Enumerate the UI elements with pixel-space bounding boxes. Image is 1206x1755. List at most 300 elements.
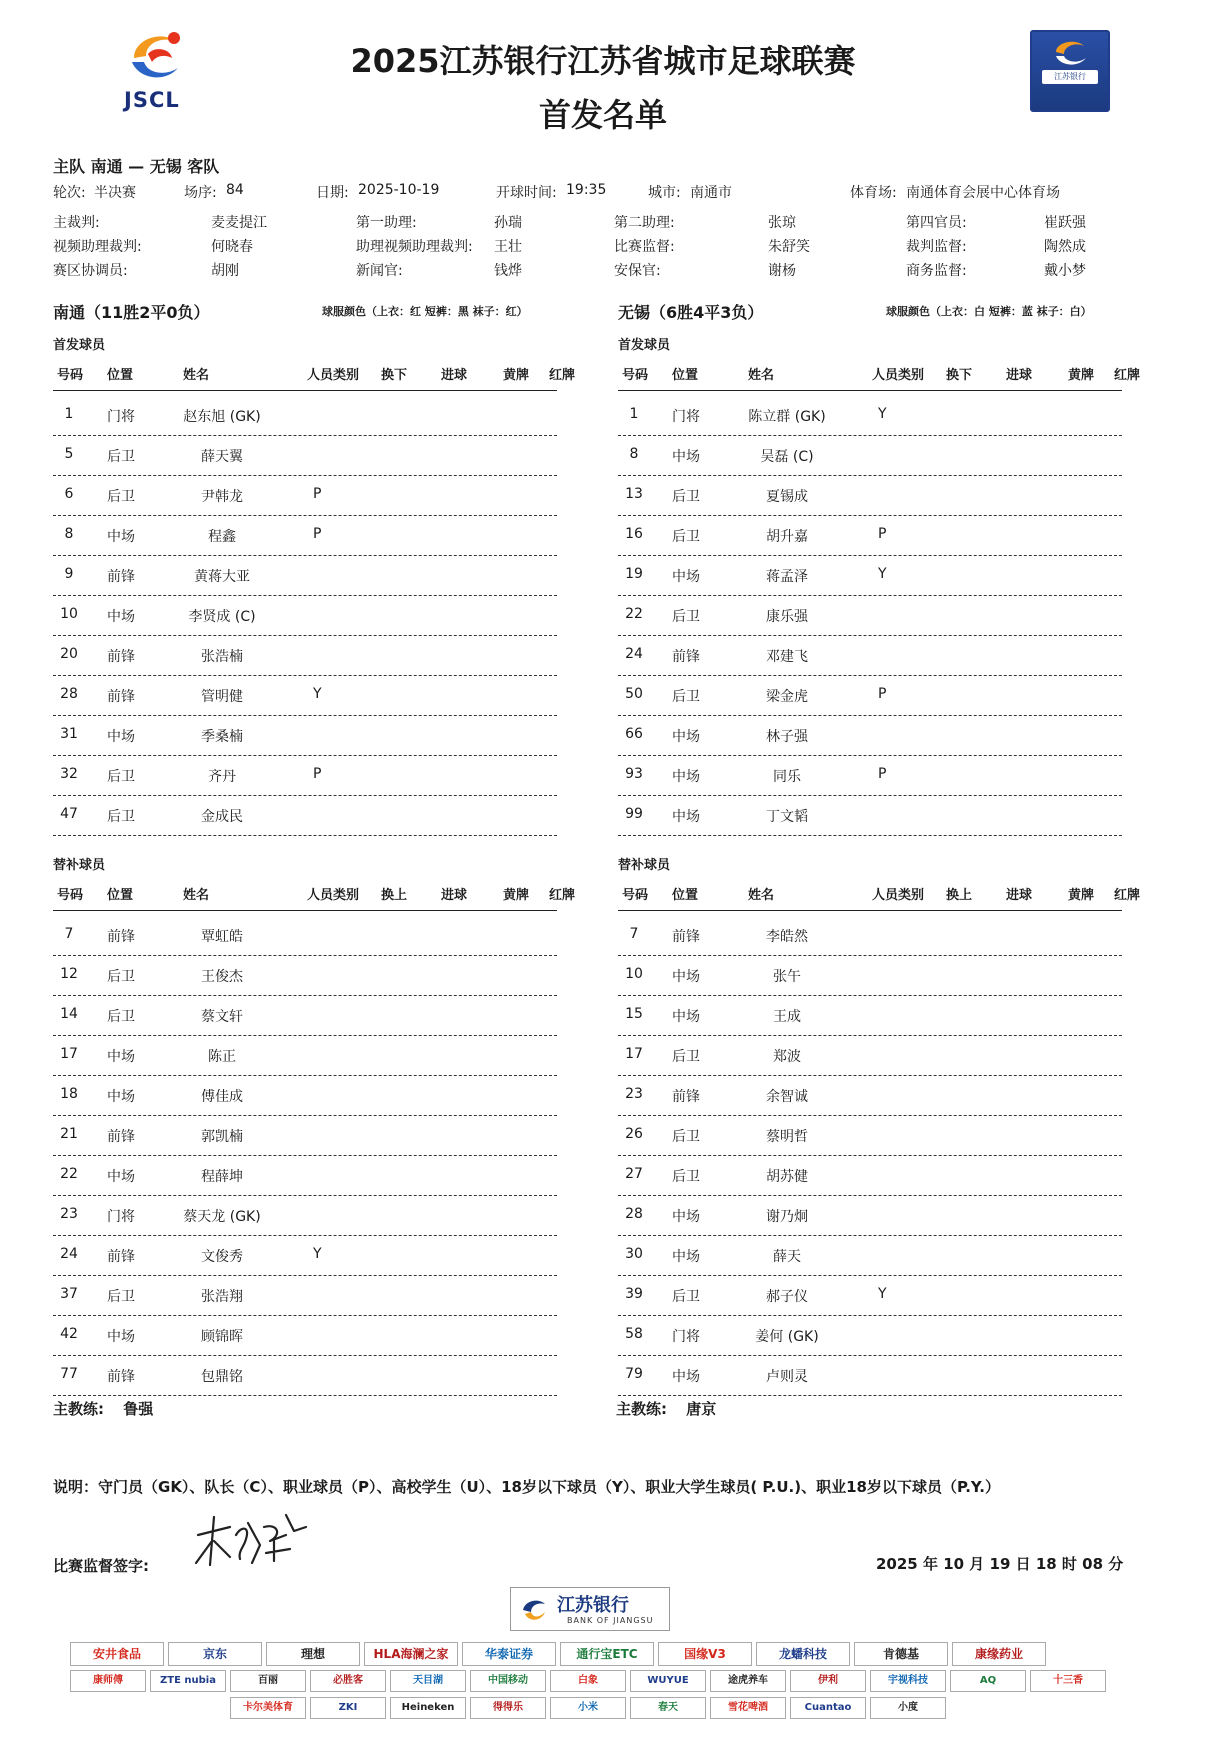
player-name: 姜何 (GK) — [755, 1329, 819, 1345]
player-row — [618, 1316, 1122, 1356]
sponsor-logo: 京东 — [168, 1642, 262, 1666]
player-position: 门将 — [672, 409, 700, 425]
player-name: 薛天翼 — [201, 449, 243, 465]
sponsor-logo: 天目湖 — [390, 1670, 466, 1692]
city-label: 城市: — [648, 185, 681, 201]
official-label: 商务监督: — [906, 263, 967, 279]
player-number: 22 — [60, 1166, 78, 1182]
player-row — [53, 636, 557, 676]
sponsor-logo: 伊利 — [790, 1670, 866, 1692]
player-row — [618, 1116, 1122, 1156]
column-header-label: 姓名 — [748, 888, 775, 903]
official-name: 麦麦提江 — [211, 215, 267, 231]
player-name: 蒋孟泽 — [766, 569, 808, 585]
player-row — [618, 636, 1122, 676]
bank-badge-text: 江苏银行 — [1042, 70, 1098, 84]
player-number: 28 — [60, 686, 78, 702]
city-value: 南通市 — [690, 185, 732, 201]
column-header-label: 黄牌 — [1068, 888, 1095, 903]
sponsor-logo: 龙蟠科技 — [756, 1642, 850, 1666]
away-subs-header-rule — [618, 910, 1122, 911]
player-name: 康乐强 — [766, 609, 808, 625]
player-number: 23 — [60, 1206, 78, 1222]
official-label: 赛区协调员: — [53, 263, 128, 279]
player-number: 21 — [60, 1126, 78, 1142]
player-position: 门将 — [107, 409, 135, 425]
official-name: 谢杨 — [768, 263, 796, 279]
away-starters-header-rule — [618, 390, 1122, 391]
player-row — [53, 996, 557, 1036]
player-number: 37 — [60, 1286, 78, 1302]
sponsor-logo: 小米 — [550, 1697, 626, 1719]
column-header-label: 姓名 — [748, 368, 775, 383]
player-number: 23 — [625, 1086, 643, 1102]
player-row — [53, 1076, 557, 1116]
player-name: 程鑫 — [208, 529, 236, 545]
player-number: 9 — [64, 566, 74, 582]
player-number: 32 — [60, 766, 78, 782]
player-row — [618, 556, 1122, 596]
official-label: 助理视频助理裁判: — [356, 239, 473, 255]
column-header-label: 号码 — [57, 368, 84, 383]
player-position: 后卫 — [672, 1049, 700, 1065]
player-position: 后卫 — [107, 449, 135, 465]
player-name: 林子强 — [766, 729, 808, 745]
player-position: 后卫 — [107, 769, 135, 785]
player-position: 前锋 — [107, 569, 135, 585]
official-name: 陶然成 — [1044, 239, 1086, 255]
column-header-label: 进球 — [441, 368, 468, 383]
sponsor-logo: 春天 — [630, 1697, 706, 1719]
player-name: 梁金虎 — [766, 689, 808, 705]
player-name: 季桑楠 — [201, 729, 243, 745]
player-row — [618, 796, 1122, 836]
player-row — [53, 596, 557, 636]
player-position: 中场 — [672, 1369, 700, 1385]
header — [0, 0, 1206, 140]
player-name: 蔡天龙 (GK) — [183, 1209, 261, 1225]
player-number: 17 — [625, 1046, 643, 1062]
player-name: 傅佳成 — [201, 1089, 243, 1105]
player-number: 8 — [629, 446, 639, 462]
player-category: P — [313, 526, 322, 542]
column-header-label: 换下 — [381, 368, 408, 383]
away-starters-column-header — [618, 364, 1141, 384]
player-row — [618, 716, 1122, 756]
player-row — [618, 596, 1122, 636]
column-header-label: 人员类别 — [307, 888, 360, 903]
player-name: 胡升嘉 — [766, 529, 808, 545]
column-header-label: 姓名 — [183, 888, 210, 903]
sponsor-logo: 安井食品 — [70, 1642, 164, 1666]
sponsor-logo: HLA海澜之家 — [364, 1642, 458, 1666]
sponsor-logo: 小度 — [870, 1697, 946, 1719]
sponsor-logo: AQ — [950, 1670, 1026, 1692]
away-coach — [616, 1398, 716, 1419]
player-row — [618, 996, 1122, 1036]
player-position: 后卫 — [672, 1129, 700, 1145]
player-number: 26 — [625, 1126, 643, 1142]
official-label: 第二助理: — [614, 215, 675, 231]
player-position: 前锋 — [107, 1369, 135, 1385]
player-number: 99 — [625, 806, 643, 822]
player-position: 后卫 — [672, 609, 700, 625]
player-position: 后卫 — [672, 689, 700, 705]
teams-line: 主队 南通 — 无锡 客队 — [53, 157, 220, 176]
player-name: 尹韩龙 — [201, 489, 243, 505]
column-header-label: 换上 — [381, 888, 408, 903]
player-position: 中场 — [107, 1169, 135, 1185]
official-name: 钱烨 — [494, 263, 522, 279]
player-row — [618, 1076, 1122, 1116]
player-position: 后卫 — [672, 529, 700, 545]
player-number: 1 — [629, 406, 639, 422]
player-number: 24 — [60, 1246, 78, 1262]
official-label: 裁判监督: — [906, 239, 967, 255]
player-number: 20 — [60, 646, 78, 662]
player-row — [618, 756, 1122, 796]
player-row — [618, 396, 1122, 436]
player-number: 12 — [60, 966, 78, 982]
sponsor-logo: 国缘V3 — [658, 1642, 752, 1666]
player-number: 47 — [60, 806, 78, 822]
player-number: 17 — [60, 1046, 78, 1062]
player-position: 后卫 — [672, 1169, 700, 1185]
player-position: 中场 — [672, 1009, 700, 1025]
column-header-label: 号码 — [622, 368, 649, 383]
sponsor-logo: 雪花啤酒 — [710, 1697, 786, 1719]
player-number: 8 — [64, 526, 74, 542]
player-row — [53, 396, 557, 436]
sponsor-logo: ZTE nubia — [150, 1670, 226, 1692]
player-number: 77 — [60, 1366, 78, 1382]
player-position: 前锋 — [107, 1249, 135, 1265]
player-category: Y — [313, 1246, 322, 1262]
player-number: 18 — [60, 1086, 78, 1102]
player-name: 郭凯楠 — [201, 1129, 243, 1145]
player-position: 中场 — [672, 569, 700, 585]
column-header-label: 红牌 — [549, 368, 576, 383]
player-position: 前锋 — [107, 649, 135, 665]
signature-label: 比赛监督签字: — [53, 1557, 149, 1575]
home-starters-header-rule — [53, 390, 557, 391]
sponsor-logo: 康师傅 — [70, 1670, 146, 1692]
league-mini-icon — [1052, 38, 1092, 68]
player-number: 39 — [625, 1286, 643, 1302]
player-position: 前锋 — [107, 689, 135, 705]
home-subs-column-header — [53, 884, 576, 904]
player-category: P — [878, 766, 887, 782]
jscl-logo-text: JSCL — [124, 88, 180, 112]
player-number: 42 — [60, 1326, 78, 1342]
player-number: 10 — [60, 606, 78, 622]
player-position: 中场 — [672, 969, 700, 985]
sponsor-logo: Heineken — [390, 1697, 466, 1719]
player-category: Y — [878, 566, 887, 582]
column-header-label: 换上 — [946, 888, 973, 903]
away-team-header: 无锡（6胜4平3负） — [618, 303, 764, 322]
player-name: 同乐 — [773, 769, 801, 785]
player-row — [53, 1116, 557, 1156]
player-number: 31 — [60, 726, 78, 742]
player-row — [53, 1276, 557, 1316]
player-name: 张浩楠 — [201, 649, 243, 665]
player-name: 赵东旭 (GK) — [183, 409, 261, 425]
home-starters-title: 首发球员 — [53, 338, 106, 353]
column-header-label: 姓名 — [183, 368, 210, 383]
column-header-label: 黄牌 — [503, 888, 530, 903]
player-row — [53, 796, 557, 836]
player-name: 谢乃炯 — [766, 1209, 808, 1225]
player-position: 前锋 — [672, 929, 700, 945]
player-name: 邓建飞 — [766, 649, 808, 665]
player-number: 24 — [625, 646, 643, 662]
official-name: 孙瑞 — [494, 215, 522, 231]
column-header-label: 红牌 — [1114, 368, 1141, 383]
player-number: 10 — [625, 966, 643, 982]
player-name: 覃虹皓 — [201, 929, 243, 945]
column-header-label: 人员类别 — [307, 368, 360, 383]
player-row — [618, 1196, 1122, 1236]
player-name: 金成民 — [201, 809, 243, 825]
official-name: 王壮 — [494, 239, 522, 255]
player-number: 66 — [625, 726, 643, 742]
player-name: 郑波 — [773, 1049, 801, 1065]
player-position: 前锋 — [107, 1129, 135, 1145]
official-label: 第四官员: — [906, 215, 967, 231]
away-coach-name: 唐京 — [686, 1400, 717, 1418]
official-label: 比赛监督: — [614, 239, 675, 255]
sponsor-logo: 康缘药业 — [952, 1642, 1046, 1666]
column-header-label: 人员类别 — [872, 368, 925, 383]
official-name: 戴小梦 — [1044, 263, 1086, 279]
row-divider — [53, 835, 557, 836]
player-number: 50 — [625, 686, 643, 702]
row-divider — [53, 1395, 557, 1396]
player-position: 中场 — [672, 449, 700, 465]
player-row — [618, 916, 1122, 956]
player-position: 中场 — [107, 1329, 135, 1345]
player-name: 文俊秀 — [201, 1249, 243, 1265]
player-category: Y — [878, 406, 887, 422]
player-row — [618, 1356, 1122, 1396]
sponsor-logo: 华泰证券 — [462, 1642, 556, 1666]
row-divider — [618, 1395, 1122, 1396]
away-coach-label: 主教练: — [616, 1400, 667, 1418]
player-name: 包鼎铭 — [201, 1369, 243, 1385]
player-row — [53, 1316, 557, 1356]
column-header-label: 黄牌 — [503, 368, 530, 383]
player-name: 丁文韬 — [766, 809, 808, 825]
column-header-label: 位置 — [672, 888, 699, 903]
official-label: 视频助理裁判: — [53, 239, 142, 255]
home-kit-colors: 球服颜色（上衣：红 短裤：黑 袜子：红） — [322, 305, 528, 318]
player-category: Y — [878, 1286, 887, 1302]
player-category: P — [878, 526, 887, 542]
column-header-label: 位置 — [672, 368, 699, 383]
player-row — [53, 476, 557, 516]
bank-name: 江苏银行 — [557, 1595, 629, 1616]
sponsor-logo: 百丽 — [230, 1670, 306, 1692]
sponsor-logo: Cuantao — [790, 1697, 866, 1719]
home-starters-column-header — [53, 364, 576, 384]
player-name: 夏锡成 — [766, 489, 808, 505]
home-subs-title: 替补球员 — [53, 858, 106, 873]
player-position: 后卫 — [107, 1009, 135, 1025]
player-row — [618, 1276, 1122, 1316]
sponsor-logo: 理想 — [266, 1642, 360, 1666]
player-number: 6 — [64, 486, 74, 502]
player-number: 30 — [625, 1246, 643, 1262]
player-row — [53, 556, 557, 596]
player-position: 前锋 — [672, 1089, 700, 1105]
kickoff-label: 开球时间: — [496, 185, 557, 201]
player-row — [53, 1156, 557, 1196]
player-name: 齐丹 — [208, 769, 236, 785]
player-position: 门将 — [672, 1329, 700, 1345]
player-number: 79 — [625, 1366, 643, 1382]
player-row — [618, 1236, 1122, 1276]
player-row — [53, 716, 557, 756]
player-position: 后卫 — [107, 809, 135, 825]
official-name: 朱舒笑 — [768, 239, 810, 255]
column-header-label: 红牌 — [1114, 888, 1141, 903]
official-name: 崔跃强 — [1044, 215, 1086, 231]
player-row — [618, 436, 1122, 476]
player-row — [618, 956, 1122, 996]
round-label: 轮次: — [53, 185, 86, 201]
player-name: 余智诚 — [766, 1089, 808, 1105]
sponsor-logo: 途虎养车 — [710, 1670, 786, 1692]
player-position: 中场 — [672, 809, 700, 825]
sponsor-logo: 肯德基 — [854, 1642, 948, 1666]
player-row — [618, 516, 1122, 556]
away-subs-column-header — [618, 884, 1141, 904]
player-name: 张浩翔 — [201, 1289, 243, 1305]
official-label: 新闻官: — [356, 263, 403, 279]
column-header-label: 号码 — [622, 888, 649, 903]
player-position: 中场 — [107, 1089, 135, 1105]
column-header-label: 进球 — [1006, 368, 1033, 383]
page-title: 2025江苏银行江苏省城市足球联赛 — [350, 42, 856, 80]
player-number: 7 — [629, 926, 639, 942]
column-header-label: 位置 — [107, 368, 134, 383]
player-row — [53, 1236, 557, 1276]
player-name: 胡苏健 — [766, 1169, 808, 1185]
player-position: 中场 — [672, 729, 700, 745]
player-name: 李贤成 (C) — [188, 609, 256, 625]
player-row — [53, 516, 557, 556]
round-value: 半决赛 — [94, 185, 136, 201]
signature-datetime: 2025 年 10 月 19 日 18 时 08 分 — [876, 1555, 1124, 1573]
player-number: 22 — [625, 606, 643, 622]
player-name: 吴磊 (C) — [760, 449, 814, 465]
column-header-label: 黄牌 — [1068, 368, 1095, 383]
player-row — [53, 916, 557, 956]
sponsor-logo: WUYUE — [630, 1670, 706, 1692]
away-subs-title: 替补球员 — [618, 858, 671, 873]
player-name: 王俊杰 — [201, 969, 243, 985]
player-name: 陈立群 (GK) — [748, 409, 826, 425]
player-name: 王成 — [773, 1009, 801, 1025]
player-name: 卢则灵 — [766, 1369, 808, 1385]
bank-of-jiangsu-logo — [510, 1587, 670, 1631]
sponsor-logo: 十三香 — [1030, 1670, 1106, 1692]
official-label: 主裁判: — [53, 215, 100, 231]
player-category: P — [878, 686, 887, 702]
player-row — [618, 1036, 1122, 1076]
match-no-label: 场序: — [184, 185, 217, 201]
player-number: 16 — [625, 526, 643, 542]
player-position: 中场 — [107, 729, 135, 745]
player-row — [53, 1356, 557, 1396]
player-number: 13 — [625, 486, 643, 502]
player-row — [53, 1036, 557, 1076]
official-label: 第一助理: — [356, 215, 417, 231]
home-coach-label: 主教练: — [53, 1400, 104, 1418]
home-team-header: 南通（11胜2平0负） — [53, 303, 210, 322]
player-position: 中场 — [672, 769, 700, 785]
player-position: 中场 — [107, 1049, 135, 1065]
player-row — [53, 676, 557, 716]
venue-label: 体育场: — [850, 185, 897, 201]
sponsor-logo: 中国移动 — [470, 1670, 546, 1692]
column-header-label: 位置 — [107, 888, 134, 903]
sponsor-logo: 白象 — [550, 1670, 626, 1692]
player-name: 蔡明哲 — [766, 1129, 808, 1145]
row-divider — [618, 835, 1122, 836]
venue-value: 南通体育会展中心体育场 — [906, 185, 1060, 201]
player-number: 7 — [64, 926, 74, 942]
official-label: 安保官: — [614, 263, 661, 279]
player-position: 后卫 — [672, 489, 700, 505]
sponsor-logo: 必胜客 — [310, 1670, 386, 1692]
player-number: 28 — [625, 1206, 643, 1222]
player-category: P — [313, 766, 322, 782]
player-name: 程薛坤 — [201, 1169, 243, 1185]
player-position: 后卫 — [107, 489, 135, 505]
player-position: 中场 — [672, 1209, 700, 1225]
player-name: 管明健 — [201, 689, 243, 705]
official-name: 胡刚 — [211, 263, 239, 279]
home-coach — [53, 1398, 153, 1419]
home-subs-header-rule — [53, 910, 557, 911]
legend-note: 说明：守门员（GK）、队长（C）、职业球员（P）、高校学生（U）、18岁以下球员（Y）、职业大学生球员( P.U.)、职业18岁以下球员（P.Y.） — [53, 1478, 1000, 1496]
player-name: 李皓然 — [766, 929, 808, 945]
player-row — [53, 956, 557, 996]
player-position: 中场 — [672, 1249, 700, 1265]
column-header-label: 换下 — [946, 368, 973, 383]
column-header-label: 人员类别 — [872, 888, 925, 903]
player-position: 后卫 — [107, 1289, 135, 1305]
date-label: 日期: — [316, 185, 349, 201]
column-header-label: 红牌 — [549, 888, 576, 903]
sponsor-logo: 宇视科技 — [870, 1670, 946, 1692]
player-position: 前锋 — [107, 929, 135, 945]
player-category: Y — [313, 686, 322, 702]
player-name: 张午 — [773, 969, 801, 985]
away-kit-colors: 球服颜色（上衣：白 短裤：蓝 袜子：白） — [886, 305, 1092, 318]
bank-name-en: BANK OF JIANGSU — [567, 1616, 654, 1625]
away-starters-title: 首发球员 — [618, 338, 671, 353]
player-name: 陈正 — [208, 1049, 236, 1065]
official-name: 何晓春 — [211, 239, 253, 255]
match-no-value: 84 — [226, 182, 244, 198]
player-number: 15 — [625, 1006, 643, 1022]
player-category: P — [313, 486, 322, 502]
player-position: 后卫 — [107, 969, 135, 985]
player-row — [618, 1156, 1122, 1196]
